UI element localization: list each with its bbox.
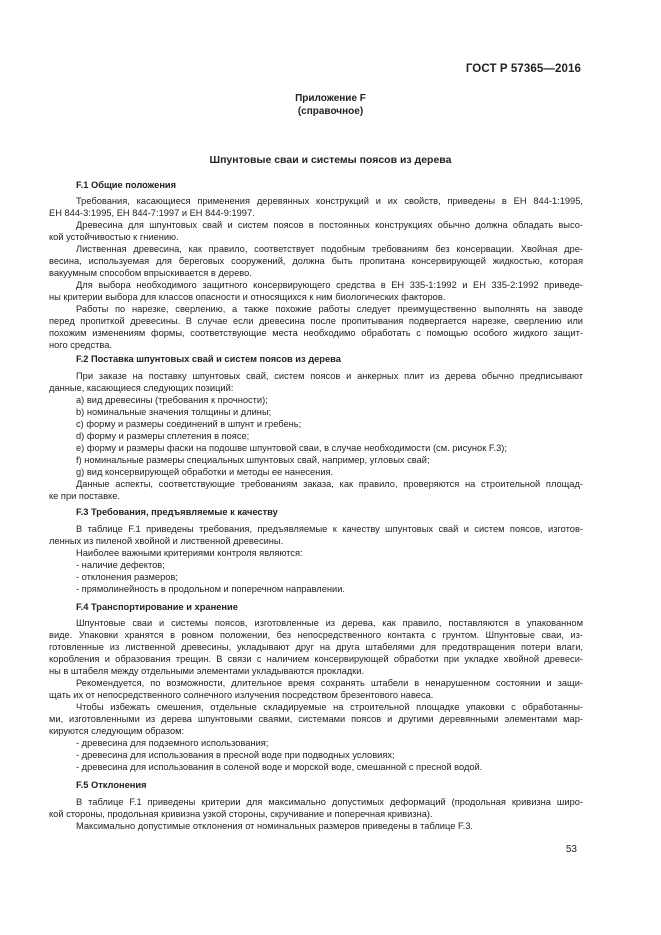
text-line: весина, используемая для береговых сооружений, должна быть пропитана консервирующей жидкостью, которая xyxy=(49,256,583,266)
text-line: вакуумным способом впрыскивается в дерево. xyxy=(49,268,252,278)
text-line: В таблице F.1 приведены критерии для максимально допустимых деформаций (продольная кривизна широ- xyxy=(76,797,583,807)
section-heading-f5: F.5 Отклонения xyxy=(76,780,147,790)
text-line: кируются следующим образом: xyxy=(49,726,185,736)
list-item: - наличие дефектов; xyxy=(76,560,165,570)
list-item: - древесина для подземного использования; xyxy=(76,738,269,748)
section-heading-f1: F.1 Общие положения xyxy=(76,180,177,190)
list-item: b) номинальные значения толщины и длины; xyxy=(76,407,272,417)
text-line: данные, касающиеся следующих позиций: xyxy=(49,383,234,393)
text-line: Лиственная древесина, как правило, соответствует подобным требованиям без консервации. Хвойная дре- xyxy=(76,244,583,254)
text-line: Рекомендуется, по возможности, длительное время сохранять штабели в ненарушенном состоянии и защи- xyxy=(76,678,583,688)
text-line: Данные аспекты, соответствующие требованиям заказа, как правило, проверяются на строительной площад- xyxy=(76,479,583,489)
text-line: щать их от непосредственного солнечного излучения посредством брезентового навеса. xyxy=(49,690,434,700)
text-line: Работы по нарезке, сверлению, а также похожие работы следует преимущественно выполнять на заводе xyxy=(76,304,583,314)
list-item: - отклонения размеров; xyxy=(76,572,178,582)
text-line: ЕН 844-3:1995, ЕН 844-7:1997 и ЕН 844-9:1997. xyxy=(49,208,255,218)
section-heading-f4: F.4 Транспортирование и хранение xyxy=(76,602,238,612)
text-line: готовленные из лиственной древесины, укладывают друг на друга штабелями для предотвращения потери влаги, xyxy=(49,642,583,652)
text-line: При заказе на поставку шпунтовых свай, систем поясов и анкерных плит из дерева обычно предписывают xyxy=(76,371,583,381)
text-line: ного средства. xyxy=(49,340,112,350)
text-line: Древесина для шпунтовых свай и систем поясов в постоянных конструкциях обычно должна обладать высо- xyxy=(76,220,583,230)
section-heading-f2: F.2 Поставка шпунтовых свай и систем поясов из дерева xyxy=(76,354,341,364)
standard-number: ГОСТ Р 57365—2016 xyxy=(465,63,581,75)
list-item: g) вид консервирующей обработки и методы ее нанесения. xyxy=(76,467,334,477)
text-line: ленных из пиленой хвойной и лиственной древесины. xyxy=(49,536,284,546)
main-title: Шпунтовые сваи и системы поясов из дерева xyxy=(209,154,452,166)
list-item: - древесина для использования в пресной воде при подводных условиях; xyxy=(76,750,395,760)
text-line: Шпунтовые сваи и системы поясов, изготовленные из дерева, как правило, поставляются в упакованном xyxy=(76,618,583,628)
page-number: 53 xyxy=(565,844,577,855)
text-line: похожим изменениям формы, соответствующие места необходимо обработать с помощью особого жидкого защит- xyxy=(49,328,583,338)
section-heading-f3: F.3 Требования, предъявляемые к качеству xyxy=(76,507,278,517)
text-line: кой устойчивостью к гниению. xyxy=(49,232,179,242)
text-line: ны критерии выбора для классов опасности и относящихся к ним биологических факторов. xyxy=(49,292,446,302)
text-line: коробления и образования трещин. В связи с наличием консервирующей обработки при укладке хвойной древеси- xyxy=(49,654,583,664)
text-line: Требования, касающиеся применения деревянных конструкций и их свойств, приведены в ЕН 844-1:1995, xyxy=(76,196,583,206)
list-item: e) форму и размеры фаски на подошве шпунтовой сваи, в случае необходимости (см. рисунок F.3); xyxy=(76,443,507,453)
list-item: f) номинальные размеры специальных шпунтовых свай, например, угловых свай; xyxy=(76,455,430,465)
text-line: виде. Упаковки хранятся в ровном положении, без непосредственного контакта с грунтом. Шпунтовые сваи, из- xyxy=(49,630,583,640)
annex-subtitle: (справочное) xyxy=(297,106,364,117)
text-line: ке при поставке. xyxy=(49,491,120,501)
text-line: ми, изготовленными из дерева шпунтовыми сваями, системами поясов и другими деревянными элементами мар- xyxy=(49,714,583,724)
annex-title: Приложение F xyxy=(295,93,366,104)
list-item: d) форму и размеры сплетения в поясе; xyxy=(76,431,250,441)
text-line: перед пропиткой древесины. В случае если древесина после пропитывания подвергается нарезке, сверлению или xyxy=(49,316,583,326)
annex-heading xyxy=(0,92,661,118)
text-line: В таблице F.1 приведены требования, предъявляемые к качеству шпунтовых свай и систем поясов, изготов- xyxy=(76,524,583,534)
text-line: Наиболее важными критериями контроля являются: xyxy=(76,548,303,558)
list-item: a) вид древесины (требования к прочности); xyxy=(76,395,268,405)
text-line: ны в штабеля между отдельными элементами укладываются прокладки. xyxy=(49,666,365,676)
list-item: - прямолинейность в продольном и поперечном направлении. xyxy=(76,584,346,594)
list-item: c) форму и размеры соединений в шпунт и гребень; xyxy=(76,419,302,429)
text-line: кой стороны, продольная кривизна узкой стороны, скручивание и поперечная кривизна). xyxy=(49,809,433,819)
text-line: Максимально допустимые отклонения от номинальных размеров приведены в таблице F.3. xyxy=(76,821,473,831)
list-item: - древесина для использования в соленой воде и морской воде, смешанной с пресной водой. xyxy=(76,762,483,772)
text-line: Чтобы избежать смешения, отдельные складируемые на строительной площадке упаковки с обработанны- xyxy=(76,702,583,712)
text-line: Для выбора необходимого защитного консервирующего средства в ЕН 335-1:1992 и ЕН 335-2:1992 приведе- xyxy=(76,280,583,290)
